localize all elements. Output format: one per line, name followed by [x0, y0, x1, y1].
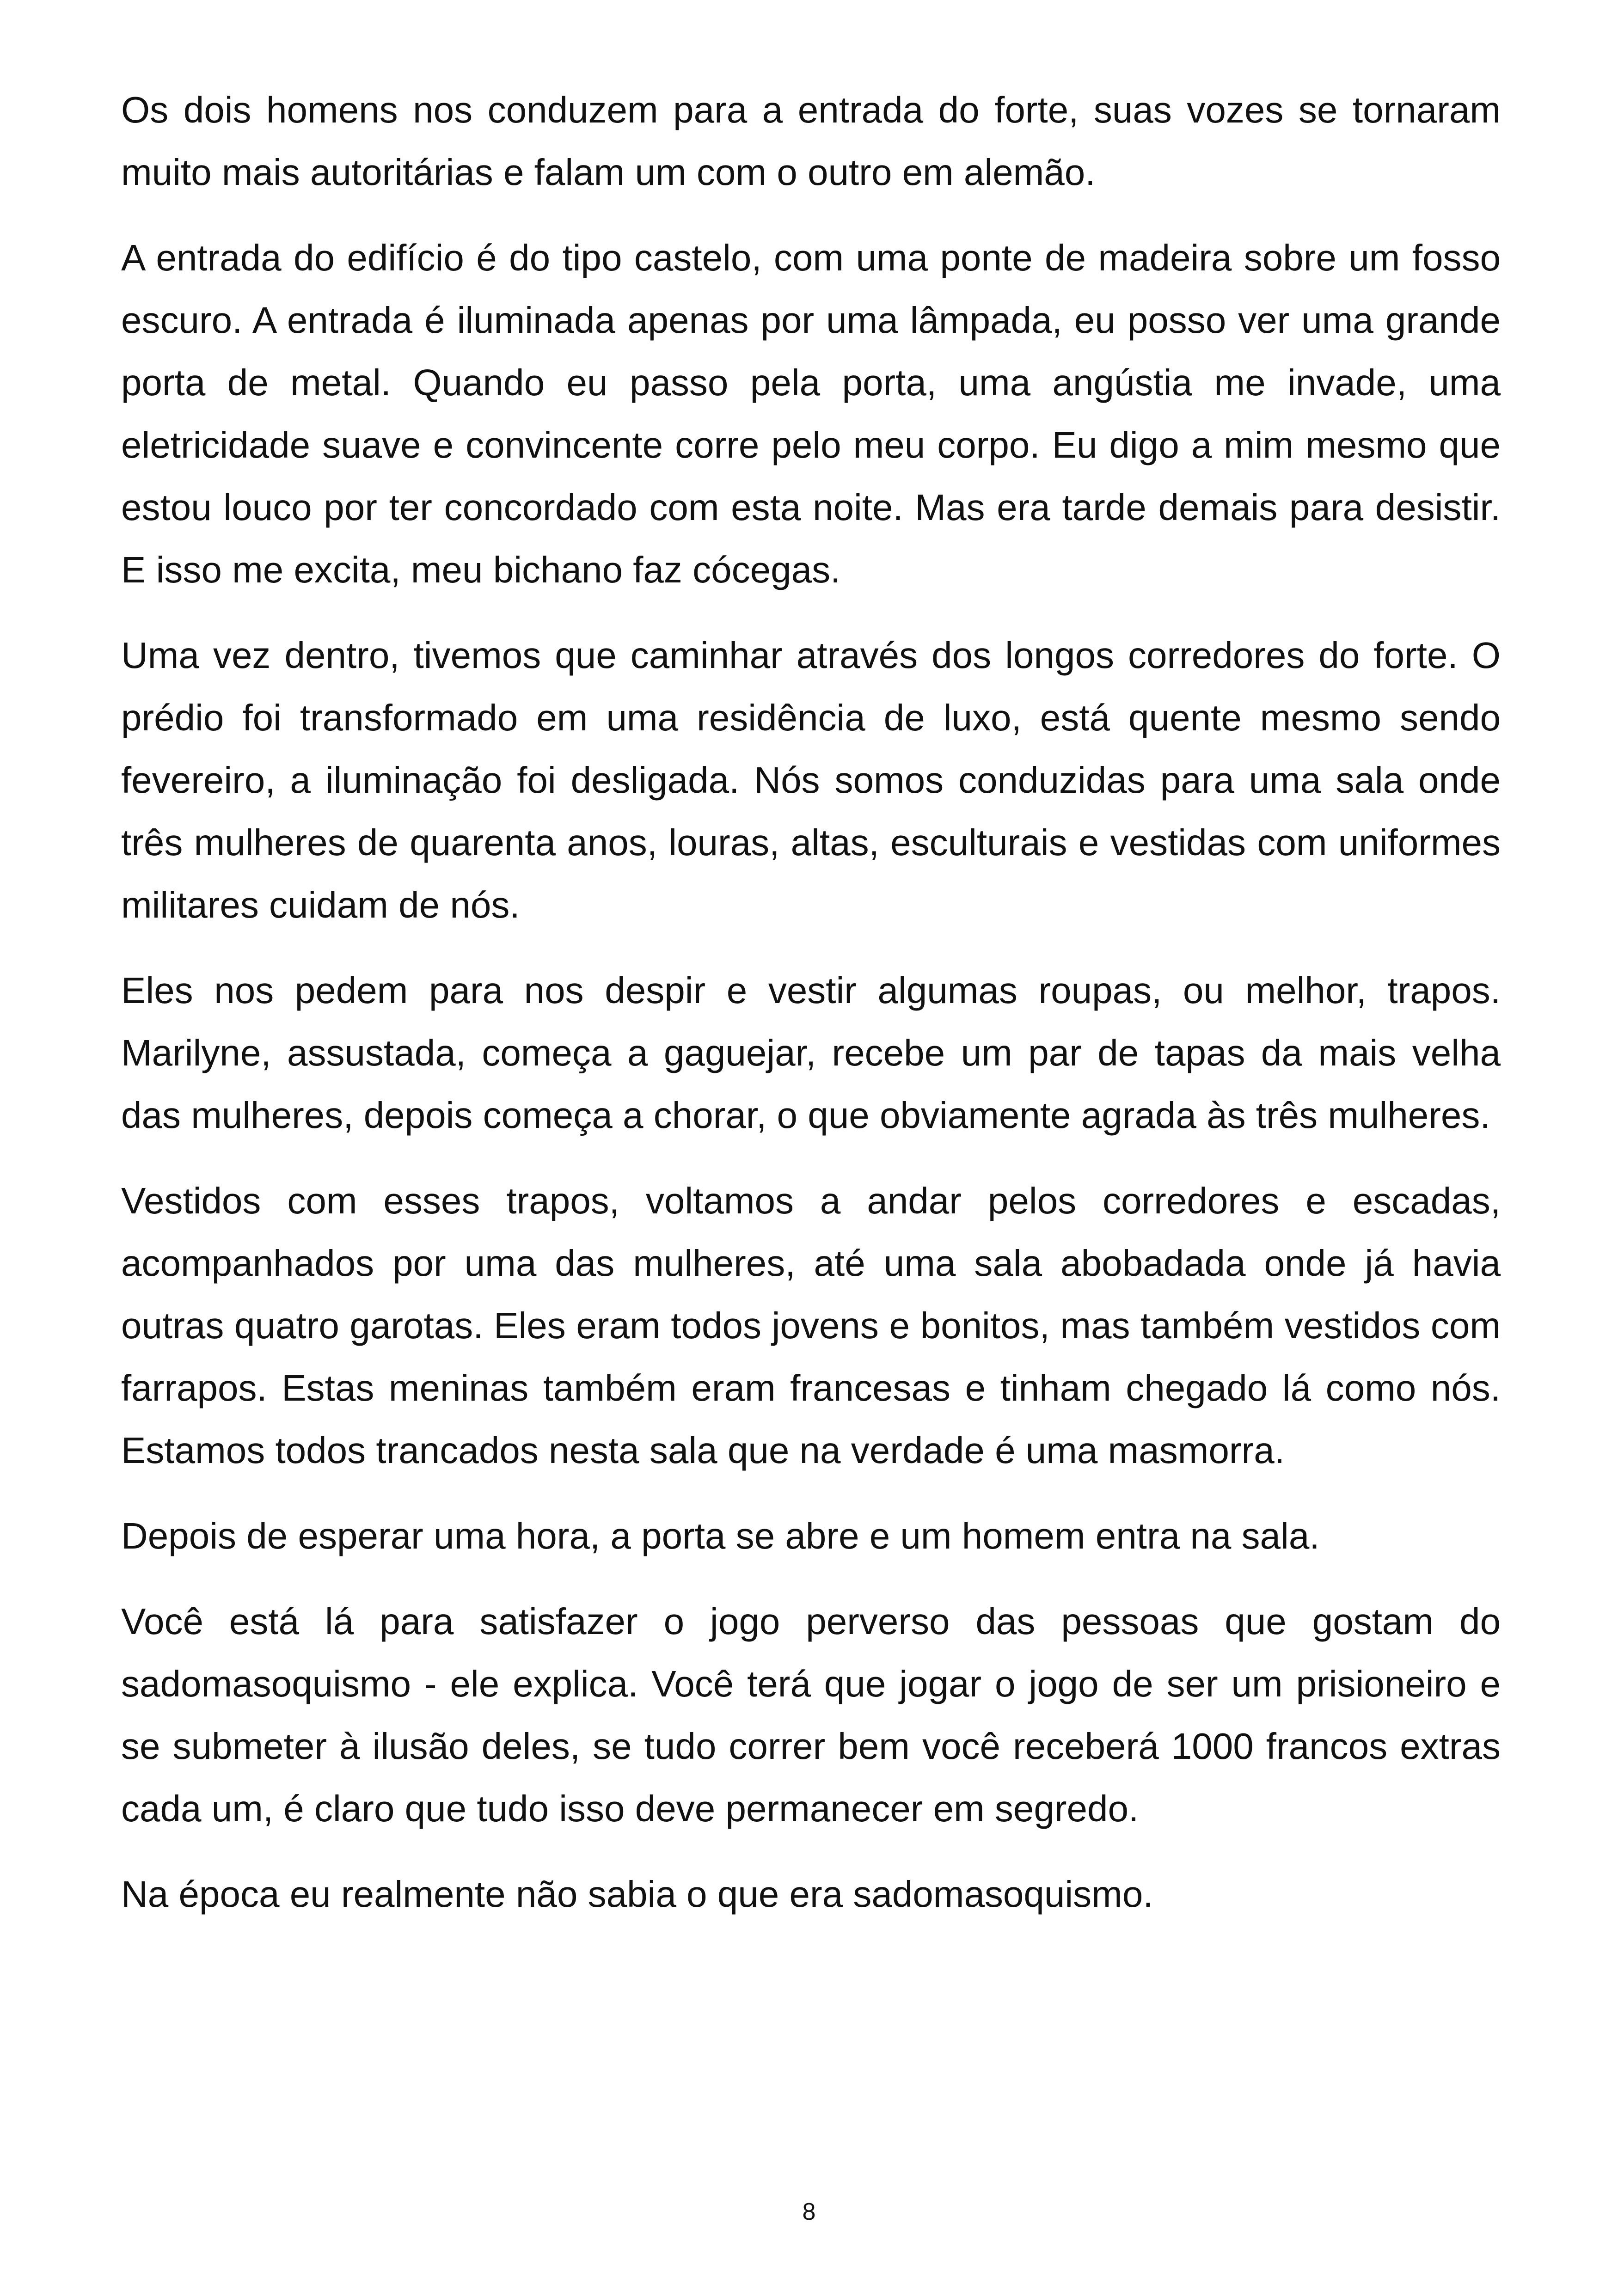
paragraph-4: Eles nos pedem para nos despir e vestir algumas roupas, ou melhor, trapos. Marilyne, assustada, começa a gaguejar, recebe um par de tapas da mais velha das mulheres, depois começa a chorar, o que obviamente agrada às três mulheres. [121, 970, 1501, 1136]
paragraph-5: Vestidos com esses trapos, voltamos a andar pelos corredores e escadas, acompanhados por uma das mulheres, até uma sala abobadada onde já havia outras quatro garotas. Eles eram todos jovens e bonitos, mas também vestidos com farrapos. Estas meninas também eram francesas e tinham chegado lá como nós. Estamos todos trancados nesta sala que na verdade é uma masmorra. [121, 1180, 1501, 1471]
page-number: 8 [802, 2198, 816, 2225]
paragraph-3: Uma vez dentro, tivemos que caminhar através dos longos corredores do forte. O prédio foi transformado em uma residência de luxo, está quente mesmo sendo fevereiro, a iluminação foi desligada. Nós somos conduzidas para uma sala onde três mulheres de quarenta anos, louras, altas, esculturais e vestidas com uniformes militares cuidam de nós. [121, 635, 1501, 925]
paragraph-6: Depois de esperar uma hora, a porta se abre e um homem entra na sala. [121, 1515, 1320, 1556]
paragraph-1: Os dois homens nos conduzem para a entrada do forte, suas vozes se tornaram muito mais autoritárias e falam um com o outro em alemão. [121, 89, 1501, 193]
page-body [121, 79, 1501, 1948]
paragraph-7: Você está lá para satisfazer o jogo perverso das pessoas que gostam do sadomasoquismo - ele explica. Você terá que jogar o jogo de ser um prisioneiro e se submeter à ilusão deles, se tudo correr bem você receberá 1000 francos extras cada um, é claro que tudo isso deve permanecer em segredo. [121, 1601, 1501, 1829]
paragraph-8: Na época eu realmente não sabia o que era sadomasoquismo. [121, 1874, 1153, 1915]
paragraph-2: A entrada do edifício é do tipo castelo, com uma ponte de madeira sobre um fosso escuro. A entrada é iluminada apenas por uma lâmpada, eu posso ver uma grande porta de metal. Quando eu passo pela porta, uma angústia me invade, uma eletricidade suave e convincente corre pelo meu corpo. Eu digo a mim mesmo que estou louco por ter concordado com esta noite. Mas era tarde demais para desistir. E isso me excita, meu bichano faz cócegas. [121, 237, 1501, 590]
